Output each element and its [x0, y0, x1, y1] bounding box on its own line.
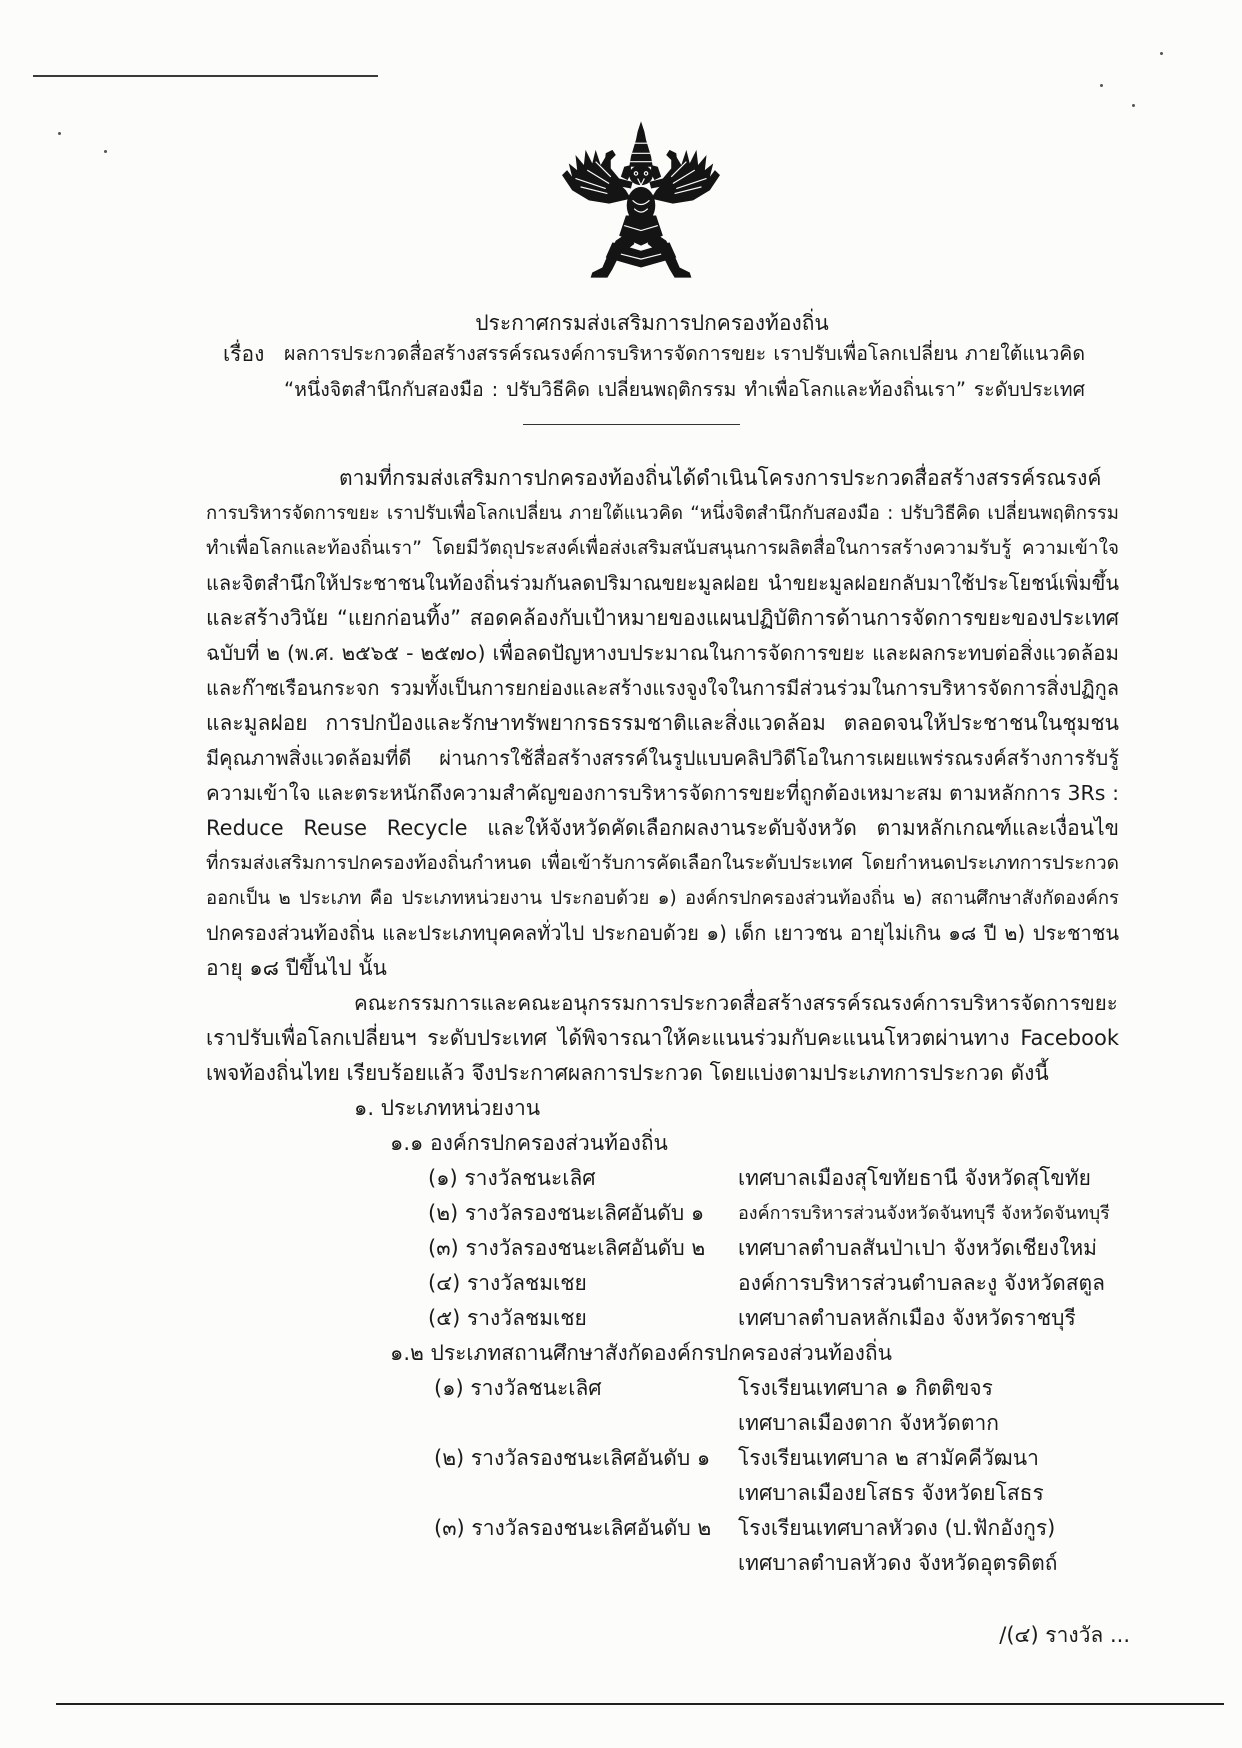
paragraph-line: และก๊าซเรือนกระจก รวมทั้งเป็นการยกย่องและสร้างแรงจูงใจในการมีส่วนร่วมในการบริหารจัดการสิ่งปฏิกูล — [206, 676, 1119, 700]
paragraph-line: มีคุณภาพสิ่งแวดล้อมที่ดี ผ่านการใช้สื่อสร้างสรรค์ในรูปแบบคลิปวิดีโอในการเผยแพร่รณรงค์สร้างการรับรู้ — [206, 746, 1119, 770]
scan-speck — [1160, 52, 1163, 55]
issuer-title: ประกาศกรมส่งเสริมการปกครองท้องถิ่น — [475, 311, 829, 335]
paragraph-line: Reduce Reuse Recycle และให้จังหวัดคัดเลือกผลงานระดับจังหวัด ตามหลักเกณฑ์และเงื่อนไข — [206, 816, 1119, 840]
award-label-spacer — [434, 1546, 728, 1581]
scan-speck — [1132, 104, 1135, 107]
award-row-continued — [206, 1546, 1119, 1581]
award-winner: โรงเรียนเทศบาลหัวดง (ป.ฟักอังกูร) — [738, 1516, 1056, 1540]
paragraph-line: คณะกรรมการและคณะอนุกรรมการประกวดสื่อสร้างสรรค์รณรงค์การบริหารจัดการขยะ — [354, 991, 1118, 1015]
award-winner: เทศบาลเมืองตาก จังหวัดตาก — [738, 1411, 1000, 1435]
paragraph-line: ฉบับที่ ๒ (พ.ศ. ๒๕๖๕ - ๒๕๗๐) เพื่อลดปัญหางบประมาณในการจัดการขยะ และผลกระทบต่อสิ่งแวดล้อม — [206, 641, 1119, 665]
scan-speck — [1100, 84, 1103, 87]
paragraph-line: ทำเพื่อโลกและท้องถิ่นเรา” โดยมีวัตถุประสงค์เพื่อส่งเสริมสนับสนุนการผลิตสื่อในการสร้างความรับรู้ ความเข้าใจ — [206, 537, 1119, 559]
scan-speck — [104, 150, 107, 153]
paragraph-line: อายุ ๑๘ ปีขึ้นไป นั้น — [206, 956, 387, 980]
paragraph-line: ออกเป็น ๒ ประเภท คือ ประเภทหน่วยงาน ประกอบด้วย ๑) องค์กรปกครองส่วนท้องถิ่น ๒) สถานศึกษาสังกัดองค์กร — [206, 888, 1119, 909]
award-row — [206, 1231, 1119, 1266]
group-heading: ๑.๒ ประเภทสถานศึกษาสังกัดองค์กรปกครองส่วนท้องถิ่น — [390, 1341, 892, 1365]
paragraph-line: การบริหารจัดการขยะ เราปรับเพื่อโลกเปลี่ยน ภายใต้แนวคิด “หนึ่งจิตสำนึกกับสองมือ : ปรับวิธีคิด เปลี่ยนพฤติกรรม — [206, 503, 1119, 524]
paragraph-line: และสร้างวินัย “แยกก่อนทิ้ง” สอดคล้องกับเป้าหมายของแผนปฏิบัติการด้านการจัดการขยะของประเทศ — [206, 606, 1119, 630]
paragraph-line: และจิตสำนึกให้ประชาชนในท้องถิ่นร่วมกันลดปริมาณขยะมูลฝอย นำขยะมูลฝอยกลับมาใช้ประโยชน์เพิ่มขึ้น — [206, 571, 1119, 595]
subject-line: “หนึ่งจิตสำนึกกับสองมือ : ปรับวิธีคิด เปลี่ยนพฤติกรรม ทำเพื่อโลกและท้องถิ่นเรา” ระดับประเทศ — [284, 378, 1085, 401]
award-row-continued — [206, 1406, 1119, 1441]
garuda-emblem-icon — [557, 118, 725, 286]
results-section — [206, 1091, 1119, 1581]
award-winner: องค์การบริหารส่วนตำบลละงู จังหวัดสตูล — [738, 1271, 1106, 1295]
award-row — [206, 1161, 1119, 1196]
paragraph-line: ปกครองส่วนท้องถิ่น และประเภทบุคคลทั่วไป ประกอบด้วย ๑) เด็ก เยาวชน อายุไม่เกิน ๑๘ ปี ๒) ประชาชน — [206, 921, 1119, 945]
award-label-spacer — [434, 1476, 728, 1511]
award-winner: โรงเรียนเทศบาล ๑ กิตติขจร — [738, 1376, 993, 1400]
award-label: (๔) รางวัลชมเชย — [428, 1271, 587, 1295]
award-label: (๒) รางวัลรองชนะเลิศอันดับ ๑ — [428, 1201, 705, 1225]
award-label: (๕) รางวัลชมเชย — [428, 1306, 587, 1330]
award-label: (๓) รางวัลรองชนะเลิศอันดับ ๒ — [434, 1516, 712, 1540]
award-label: (๓) รางวัลรองชนะเลิศอันดับ ๒ — [428, 1236, 706, 1260]
award-winner: เทศบาลตำบลหัวดง จังหวัดอุตรดิตถ์ — [738, 1551, 1058, 1575]
paragraph-line: เราปรับเพื่อโลกเปลี่ยนฯ ระดับประเทศ ได้พิจารณาให้คะแนนร่วมกับคะแนนโหวตผ่านทาง Facebook — [206, 1026, 1119, 1050]
award-winner: เทศบาลเมืองยโสธร จังหวัดยโสธร — [738, 1481, 1044, 1505]
paragraph-line: เพจท้องถิ่นไทย เรียบร้อยแล้ว จึงประกาศผลการประกวด โดยแบ่งตามประเภทการประกวด ดังนี้ — [206, 1061, 1049, 1085]
award-row — [206, 1511, 1119, 1546]
paragraph-2 — [206, 986, 1119, 1091]
award-label: (๒) รางวัลรองชนะเลิศอันดับ ๑ — [434, 1446, 711, 1470]
paragraph-line: และมูลฝอย การปกป้องและรักษาทรัพยากรธรรมชาติและสิ่งแวดล้อม ตลอดจนให้ประชาชนในชุมชน — [206, 711, 1119, 735]
award-row — [206, 1301, 1119, 1336]
header-divider — [523, 424, 740, 425]
award-winner: องค์การบริหารส่วนจังหวัดจันทบุรี จังหวัดจันทบุรี — [738, 1203, 1110, 1224]
paragraph-line: ตามที่กรมส่งเสริมการปกครองท้องถิ่นได้ดำเนินโครงการประกวดสื่อสร้างสรรค์รณรงค์ — [339, 466, 1102, 490]
award-label: (๑) รางวัลชนะเลิศ — [434, 1376, 602, 1400]
group-heading: ๑.๑ องค์กรปกครองส่วนท้องถิ่น — [390, 1131, 668, 1155]
award-row — [206, 1441, 1119, 1476]
paragraph-line: ความเข้าใจ และตระหนักถึงความสำคัญของการบริหารจัดการขยะที่ถูกต้องเหมาะสม ตามหลักการ 3Rs : — [206, 781, 1119, 805]
award-row — [206, 1266, 1119, 1301]
document-body — [206, 461, 1119, 1581]
award-winner: เทศบาลเมืองสุโขทัยธานี จังหวัดสุโขทัย — [738, 1166, 1091, 1190]
paragraph-line: ที่กรมส่งเสริมการปกครองท้องถิ่นกำหนด เพื่อเข้ารับการคัดเลือกในระดับประเทศ โดยกำหนดประเภทการประกวด — [206, 852, 1119, 874]
scan-speck — [58, 132, 61, 135]
scan-line-top — [33, 75, 378, 77]
subject-label: เรื่อง — [223, 342, 265, 366]
award-winner: เทศบาลตำบลหลักเมือง จังหวัดราชบุรี — [738, 1306, 1076, 1330]
category-heading: ๑. ประเภทหน่วยงาน — [354, 1096, 541, 1120]
award-row — [206, 1196, 1119, 1231]
award-winner: โรงเรียนเทศบาล ๒ สามัคคีวัฒนา — [738, 1446, 1039, 1470]
award-row — [206, 1371, 1119, 1406]
scan-line-bottom — [56, 1703, 1224, 1705]
paragraph-1 — [206, 461, 1119, 986]
award-winner: เทศบาลตำบลสันป่าเปา จังหวัดเชียงใหม่ — [738, 1236, 1097, 1260]
page-continuation: /(๔) รางวัล ... — [999, 1623, 1130, 1647]
award-label: (๑) รางวัลชนะเลิศ — [428, 1166, 596, 1190]
award-row-continued — [206, 1476, 1119, 1511]
subject-line: ผลการประกวดสื่อสร้างสรรค์รณรงค์การบริหารจัดการขยะ เราปรับเพื่อโลกเปลี่ยน ภายใต้แนวคิด — [284, 342, 1085, 365]
award-label-spacer — [434, 1406, 728, 1441]
